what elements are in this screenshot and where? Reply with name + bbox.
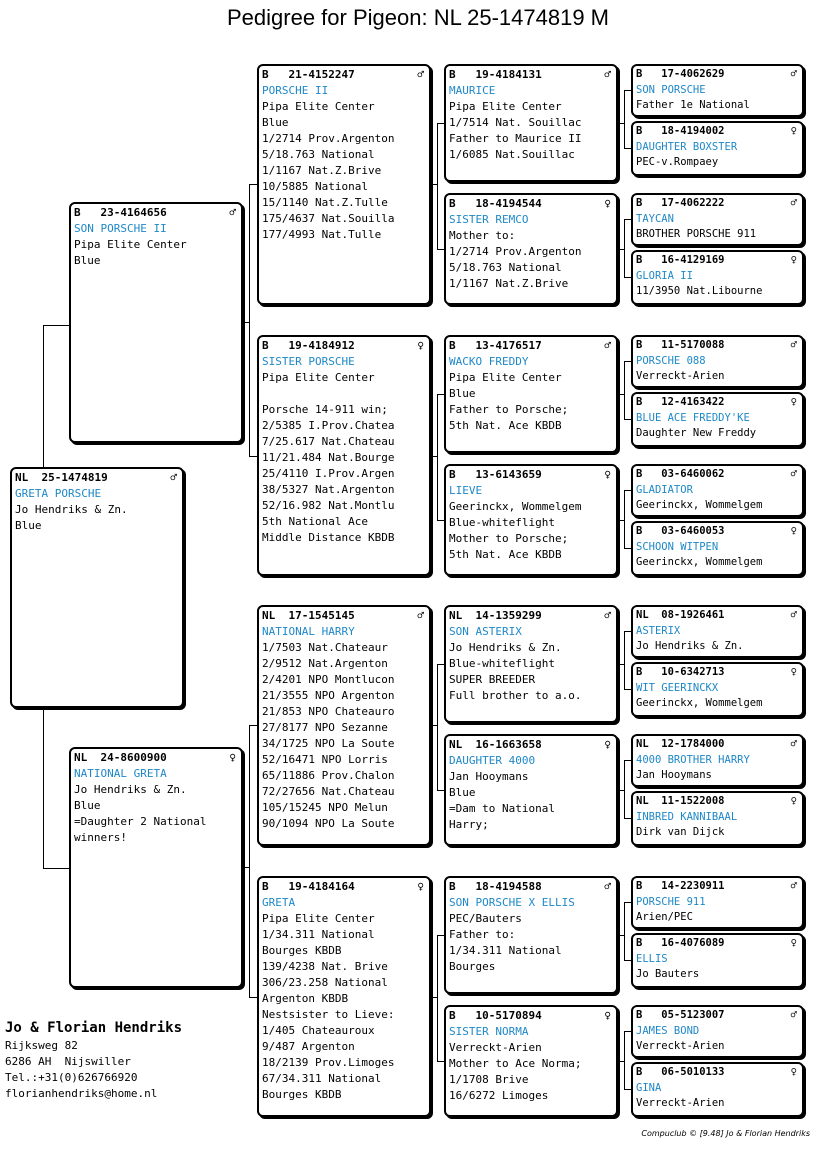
page-title: Pedigree for Pigeon: NL 25-1474819 M [227, 5, 609, 30]
pigeon-card-gen5[interactable] [631, 876, 804, 929]
pigeon-info-line: Jan Hooymans [636, 769, 712, 781]
pigeon-info-line: 177/4993 Nat.Tulle [262, 228, 382, 241]
pigeon-header [262, 608, 426, 624]
sex-symbol-icon: ♀ [790, 525, 797, 537]
owner-phone: Tel.:+31(0)626766920 [5, 1071, 138, 1084]
sex-symbol-icon: ♂ [417, 609, 424, 622]
pigeon-info-line: Middle Distance KBDB [262, 531, 395, 544]
sex-symbol-icon: ♀ [790, 795, 797, 807]
ring-number: NL 17-1545145 [262, 609, 355, 622]
ring-number: B 21-4152247 [262, 68, 355, 81]
pigeon-info-line: 1/2714 Prov.Argenton [449, 245, 582, 258]
pigeon-info-line: Father to: [449, 928, 516, 941]
pigeon-info-line: 5th Nat. Ace KBDB [449, 419, 562, 432]
ring-number: B 12-4163422 [636, 396, 725, 408]
pigeon-card-gen4[interactable] [444, 335, 618, 453]
pigeon-info-line: Blue [74, 254, 101, 267]
pigeon-header [636, 253, 799, 269]
ring-number: B 19-4184164 [262, 880, 355, 893]
connector-line [624, 361, 625, 419]
pigeon-name: SON ASTERIX [449, 625, 522, 638]
pigeon-name: SISTER PORSCHE [262, 355, 355, 368]
pigeon-info-line: PEC/Bauters [449, 912, 522, 925]
pigeon-info-line: Bourges KBDB [262, 944, 342, 957]
pigeon-info-line: 90/1094 NPO La Soute [262, 817, 395, 830]
connector-line [43, 325, 44, 468]
connector-line [624, 490, 625, 548]
ring-number: B 06-5010133 [636, 1066, 725, 1078]
pigeon-info-line: Porsche 14-911 win; [262, 403, 388, 416]
pigeon-info-line: 2/9512 Nat.Argenton [262, 657, 388, 670]
pigeon-card-gen5[interactable] [631, 933, 804, 988]
pigeon-info-line: 16/6272 Limoges [449, 1089, 549, 1102]
ring-number: B 03-6460062 [636, 468, 725, 480]
pigeon-info-line: 38/5327 Nat.Argenton [262, 483, 395, 496]
connector-line [43, 708, 44, 868]
pigeon-card-gen5[interactable] [631, 791, 804, 846]
pigeon-header [636, 665, 799, 681]
pigeon-card-gen5[interactable] [631, 335, 804, 388]
sex-symbol-icon: ♂ [604, 339, 611, 352]
sex-symbol-icon: ♀ [790, 937, 797, 949]
ring-number: NL 14-1359299 [449, 609, 542, 622]
sex-symbol-icon: ♂ [790, 68, 797, 80]
ring-number: B 13-6143659 [449, 468, 542, 481]
pigeon-info-line: 15/1140 Nat.Z.Tulle [262, 196, 388, 209]
ring-number: B 17-4062222 [636, 197, 725, 209]
pigeon-name: DAUGHTER BOXSTER [636, 140, 738, 153]
pigeon-card-sire-sire[interactable] [257, 64, 431, 305]
pigeon-card-gen5[interactable] [631, 392, 804, 447]
ring-number: B 16-4076089 [636, 937, 725, 949]
pigeon-header [449, 196, 613, 212]
pigeon-name: GINA [636, 1081, 662, 1094]
pigeon-info-line: 52/16471 NPO Lorris [262, 753, 388, 766]
pigeon-info-line: Pipa Elite Center [262, 100, 375, 113]
pigeon-info-line: Bourges KBDB [262, 1088, 342, 1101]
pigeon-info-line: Daughter New Freddy [636, 427, 757, 439]
pigeon-info-line: Pipa Elite Center [262, 371, 375, 384]
sex-symbol-icon: ♀ [604, 1009, 611, 1022]
ring-number: NL 16-1663658 [449, 738, 542, 751]
sex-symbol-icon: ♀ [790, 666, 797, 678]
pigeon-card-dam[interactable] [69, 747, 243, 988]
owner-name: Jo & Florian Hendriks [5, 1020, 183, 1036]
sex-symbol-icon: ♂ [790, 1009, 797, 1021]
ring-number: B 19-4184912 [262, 339, 355, 352]
connector-line [624, 219, 625, 277]
pigeon-info-line: 11/21.484 Nat.Bourge [262, 451, 395, 464]
pigeon-info-line: 1/405 Chateauroux [262, 1024, 375, 1037]
pigeon-info-line: Geerinckx, Wommelgem [449, 500, 582, 513]
pigeon-info-line: 5th National Ace [262, 515, 368, 528]
connector-line [624, 1031, 625, 1089]
ring-number: B 05-5123007 [636, 1009, 725, 1021]
pigeon-info-line: 7/25.617 Nat.Chateau [262, 435, 395, 448]
pigeon-info-line: 5/18.763 National [262, 148, 375, 161]
pigeon-name: GRETA PORSCHE [15, 487, 102, 500]
pigeon-name: ASTERIX [636, 624, 681, 637]
pigeon-header [15, 470, 179, 486]
pigeon-info-line: Jo Hendriks & Zn. [636, 640, 744, 652]
pigeon-info-line: SUPER BREEDER [449, 673, 536, 686]
pigeon-info-line: Verreckt-Arien [636, 370, 725, 382]
pigeon-card-gen4[interactable] [444, 1005, 618, 1117]
pigeon-name: GLORIA II [636, 269, 693, 282]
pigeon-name: NATIONAL GRETA [74, 767, 167, 780]
ring-number: B 03-6460053 [636, 525, 725, 537]
ring-number: NL 12-1784000 [636, 738, 725, 750]
pigeon-name: ELLIS [636, 952, 668, 965]
pigeon-card-gen4[interactable] [444, 193, 618, 305]
pigeon-card-gen5[interactable] [631, 250, 804, 305]
pigeon-info-line: 1/7503 Nat.Chateaur [262, 641, 388, 654]
pigeon-card-gen5[interactable] [631, 521, 804, 576]
pigeon-info-line: Mother to Ace Norma; [449, 1057, 582, 1070]
pigeon-info-line: Blue-whiteflight [449, 657, 555, 670]
pigeon-info-line: Pipa Elite Center [74, 238, 187, 251]
ring-number: B 18-4194002 [636, 125, 725, 137]
ring-number: B 14-2230911 [636, 880, 725, 892]
pigeon-name: PORSCHE II [262, 84, 329, 97]
pigeon-info-line: Geerinckx, Wommelgem [636, 697, 763, 709]
pigeon-name: BLUE ACE FREDDY'KE [636, 411, 750, 424]
pigeon-header [636, 196, 799, 212]
pigeon-info-line: 5/18.763 National [449, 261, 562, 274]
pigeon-info-line: Jan Hooymans [449, 770, 529, 783]
sex-symbol-icon: ♂ [170, 471, 177, 484]
pigeon-header [449, 608, 613, 624]
pigeon-info-line: Blue [449, 786, 476, 799]
sex-symbol-icon: ♂ [604, 609, 611, 622]
ring-number: B 13-4176517 [449, 339, 542, 352]
pigeon-header [636, 524, 799, 540]
pigeon-info-line: 11/3950 Nat.Libourne [636, 285, 763, 297]
connector-line [624, 631, 625, 689]
sex-symbol-icon: ♂ [790, 880, 797, 892]
pigeon-info-line: 27/8177 NPO Sezanne [262, 721, 388, 734]
pigeon-header [636, 124, 799, 140]
owner-address-line: Rijksweg 82 [5, 1039, 78, 1052]
pigeon-name: SISTER REMCO [449, 213, 529, 226]
connector-line [249, 725, 250, 997]
pigeon-header [636, 794, 799, 810]
pigeon-card-gen5[interactable] [631, 662, 804, 717]
pigeon-name: GRETA [262, 896, 296, 909]
ring-number: NL 08-1926461 [636, 609, 725, 621]
pigeon-header [636, 936, 799, 952]
pigeon-header [636, 879, 799, 895]
pigeon-info-line: Pipa Elite Center [449, 100, 562, 113]
pigeon-card-gen5[interactable] [631, 121, 804, 176]
pigeon-card-main[interactable] [10, 467, 184, 708]
ring-number: B 10-6342713 [636, 666, 725, 678]
pigeon-header [262, 67, 426, 83]
ring-number: B 18-4194544 [449, 197, 542, 210]
connector-line [43, 868, 70, 869]
pigeon-info-line: Geerinckx, Wommelgem [636, 499, 763, 511]
pigeon-info-line: BROTHER PORSCHE 911 [636, 228, 757, 240]
pigeon-name: MAURICE [449, 84, 496, 97]
pigeon-header [74, 205, 238, 221]
pigeon-card-gen4[interactable] [444, 464, 618, 576]
pigeon-header [449, 1008, 613, 1024]
pigeon-info-line: 2/4201 NPO Montlucon [262, 673, 395, 686]
pigeon-info-line: 1/1708 Brive [449, 1073, 529, 1086]
pigeon-info-line: 52/16.982 Nat.Montlu [262, 499, 395, 512]
pigeon-header [262, 338, 426, 354]
pigeon-name: PORSCHE 088 [636, 354, 706, 367]
pigeon-info-line: Verreckt-Arien [636, 1097, 725, 1109]
pigeon-info-line: 1/1167 Nat.Z.Brive [262, 164, 382, 177]
pigeon-name: SON PORSCHE [636, 83, 706, 96]
pigeon-header [636, 395, 799, 411]
sex-symbol-icon: ♂ [790, 468, 797, 480]
pigeon-name: TAYCAN [636, 212, 674, 225]
pigeon-header [636, 1008, 799, 1024]
pigeon-name: WIT GEERINCKX [636, 681, 719, 694]
pigeon-info-line: 65/11886 Prov.Chalon [262, 769, 395, 782]
connector-line [624, 90, 625, 148]
pigeon-name: JAMES BOND [636, 1024, 700, 1037]
pigeon-header [636, 338, 799, 354]
pigeon-info-line: Jo Hendriks & Zn. [15, 503, 128, 516]
pigeon-card-gen5[interactable] [631, 464, 804, 517]
footer-credit: Compuclub © [9.48] Jo & Florian Hendriks [641, 1129, 810, 1138]
connector-line [437, 394, 438, 520]
sex-symbol-icon: ♂ [604, 68, 611, 81]
pigeon-header [262, 879, 426, 895]
ring-number: B 19-4184131 [449, 68, 542, 81]
sex-symbol-icon: ♀ [790, 254, 797, 266]
pigeon-name: GLADIATOR [636, 483, 693, 496]
sex-symbol-icon: ♀ [417, 339, 424, 352]
pigeon-card-sire[interactable] [69, 202, 243, 443]
pigeon-info-line: winners! [74, 831, 127, 844]
ring-number: B 11-5170088 [636, 339, 725, 351]
pigeon-info-line: Arien/PEC [636, 911, 693, 923]
sex-symbol-icon: ♀ [604, 738, 611, 751]
pigeon-info-line: 1/2714 Prov.Argenton [262, 132, 395, 145]
pigeon-info-line: Blue [15, 519, 42, 532]
pigeon-info-line: =Daughter 2 National [74, 815, 207, 828]
connector-line [437, 123, 438, 249]
sex-symbol-icon: ♀ [604, 197, 611, 210]
pigeon-info-line: Mother to Porsche; [449, 532, 569, 545]
pigeon-card-dam-sire[interactable] [257, 605, 431, 846]
pigeon-card-gen4[interactable] [444, 64, 618, 182]
sex-symbol-icon: ♂ [790, 339, 797, 351]
pigeon-info-line: Father to Porsche; [449, 403, 569, 416]
pigeon-info-line: Jo Hendriks & Zn. [74, 783, 187, 796]
pigeon-info-line: Dirk van Dijck [636, 826, 725, 838]
pigeon-header [636, 67, 799, 83]
pigeon-card-dam-dam[interactable] [257, 876, 431, 1117]
pigeon-info-line: 10/5885 National [262, 180, 368, 193]
pigeon-header [449, 737, 613, 753]
connector-line [624, 902, 625, 960]
pigeon-header [449, 467, 613, 483]
pigeon-info-line: Blue [74, 799, 101, 812]
pigeon-header [636, 467, 799, 483]
pigeon-info-line: 2/5385 I.Prov.Chatea [262, 419, 395, 432]
pigeon-card-gen4[interactable] [444, 734, 618, 846]
ring-number: B 17-4062629 [636, 68, 725, 80]
owner-address-line: 6286 AH Nijswiller [5, 1055, 131, 1068]
pigeon-info-line: Nestsister to Lieve: [262, 1008, 395, 1021]
pigeon-info-line: Blue-whiteflight [449, 516, 555, 529]
sex-symbol-icon: ♂ [790, 197, 797, 209]
connector-line [437, 935, 438, 1061]
pigeon-info-line: Full brother to a.o. [449, 689, 582, 702]
pigeon-card-gen5[interactable] [631, 734, 804, 787]
ring-number: B 16-4129169 [636, 254, 725, 266]
pigeon-info-line: 1/34.311 National [262, 928, 375, 941]
ring-number: NL 24-8600900 [74, 751, 167, 764]
pigeon-info-line: Jo Bauters [636, 968, 700, 980]
owner-block [5, 1018, 182, 1102]
pigeon-name: INBRED KANNIBAAL [636, 810, 738, 823]
ring-number: B 10-5170894 [449, 1009, 542, 1022]
sex-symbol-icon: ♂ [790, 738, 797, 750]
sex-symbol-icon: ♀ [229, 751, 236, 764]
pigeon-info-line: Father to Maurice II [449, 132, 582, 145]
pigeon-card-gen5[interactable] [631, 605, 804, 658]
pigeon-name: SON PORSCHE II [74, 222, 167, 235]
pigeon-name: LIEVE [449, 484, 483, 497]
pigeon-info-line: 18/2139 Prov.Limoges [262, 1056, 395, 1069]
sex-symbol-icon: ♂ [790, 609, 797, 621]
pigeon-info-line: Harry; [449, 818, 489, 831]
pigeon-info-line: 1/7514 Nat. Souillac [449, 116, 582, 129]
ring-number: B 18-4194588 [449, 880, 542, 893]
ring-number: NL 25-1474819 [15, 471, 108, 484]
pigeon-name: WACKO FREDDY [449, 355, 529, 368]
sex-symbol-icon: ♀ [417, 880, 424, 893]
pigeon-card-gen5[interactable] [631, 1005, 804, 1058]
connector-line [624, 760, 625, 818]
pigeon-info-line: Blue [262, 116, 289, 129]
pigeon-info-line: 139/4238 Nat. Brive [262, 960, 388, 973]
pigeon-info-line: Geerinckx, Wommelgem [636, 556, 763, 568]
pigeon-card-sire-dam[interactable] [257, 335, 431, 576]
pigeon-info-line: Argenton KBDB [262, 992, 349, 1005]
pigeon-info-line: 5th Nat. Ace KBDB [449, 548, 562, 561]
pigeon-name: DAUGHTER 4000 [449, 754, 536, 767]
pigeon-card-gen5[interactable] [631, 193, 804, 246]
pigeon-info-line: Pipa Elite Center [262, 912, 375, 925]
sex-symbol-icon: ♂ [417, 68, 424, 81]
connector-line [249, 184, 250, 456]
pigeon-header [636, 1065, 799, 1081]
pigeon-info-line: 105/15245 NPO Melun [262, 801, 388, 814]
pigeon-name: SON PORSCHE X ELLIS [449, 896, 575, 909]
pigeon-header [636, 737, 799, 753]
pigeon-info-line: Jo Hendriks & Zn. [449, 641, 562, 654]
pigeon-info-line: 25/4110 I.Prov.Argen [262, 467, 395, 480]
pigeon-header [449, 67, 613, 83]
pigeon-header [636, 608, 799, 624]
pigeon-info-line [262, 386, 426, 402]
pigeon-info-line: 67/34.311 National [262, 1072, 382, 1085]
pigeon-header [449, 879, 613, 895]
pigeon-name: 4000 BROTHER HARRY [636, 753, 750, 766]
pigeon-info-line: 1/1167 Nat.Z.Brive [449, 277, 569, 290]
sex-symbol-icon: ♂ [604, 880, 611, 893]
pigeon-name: SCHOON WITPEN [636, 540, 719, 553]
sex-symbol-icon: ♀ [790, 396, 797, 408]
sex-symbol-icon: ♂ [229, 206, 236, 219]
ring-number: B 23-4164656 [74, 206, 167, 219]
pigeon-card-gen4[interactable] [444, 876, 618, 994]
ring-number: NL 11-1522008 [636, 795, 725, 807]
pigeon-info-line: PEC-v.Rompaey [636, 156, 719, 168]
pigeon-info-line: Father 1e National [636, 99, 750, 111]
pigeon-info-line: =Dam to National [449, 802, 555, 815]
pigeon-card-gen4[interactable] [444, 605, 618, 723]
pigeon-info-line: Pipa Elite Center [449, 371, 562, 384]
sex-symbol-icon: ♀ [604, 468, 611, 481]
sex-symbol-icon: ♀ [790, 125, 797, 137]
pigeon-info-line: 72/27656 Nat.Chateau [262, 785, 395, 798]
pigeon-name: SISTER NORMA [449, 1025, 529, 1038]
connector-line [43, 325, 70, 326]
pigeon-info-line: 34/1725 NPO La Soute [262, 737, 395, 750]
pigeon-info-line: Verreckt-Arien [636, 1040, 725, 1052]
pigeon-info-line: 1/6085 Nat.Souillac [449, 148, 575, 161]
pigeon-info-line: 9/487 Argenton [262, 1040, 355, 1053]
owner-email[interactable]: florianhendriks@home.nl [5, 1087, 158, 1100]
pigeon-info-line: Bourges [449, 960, 496, 973]
connector-line [437, 664, 438, 790]
pigeon-card-gen5[interactable] [631, 64, 804, 117]
sex-symbol-icon: ♀ [790, 1066, 797, 1078]
pigeon-info-line: Mother to: [449, 229, 516, 242]
pigeon-card-gen5[interactable] [631, 1062, 804, 1117]
pigeon-name: PORSCHE 911 [636, 895, 706, 908]
pigeon-info-line: 1/34.311 National [449, 944, 562, 957]
pigeon-info-line: 306/23.258 National [262, 976, 388, 989]
pigeon-header [449, 338, 613, 354]
pigeon-info-line: 175/4637 Nat.Souilla [262, 212, 395, 225]
pigeon-header [74, 750, 238, 766]
pigeon-info-line: 21/3555 NPO Argenton [262, 689, 395, 702]
pigeon-info-line: Verreckt-Arien [449, 1041, 542, 1054]
pigeon-info-line: 21/853 NPO Chateauro [262, 705, 395, 718]
pigeon-info-line: Blue [449, 387, 476, 400]
pigeon-name: NATIONAL HARRY [262, 625, 355, 638]
